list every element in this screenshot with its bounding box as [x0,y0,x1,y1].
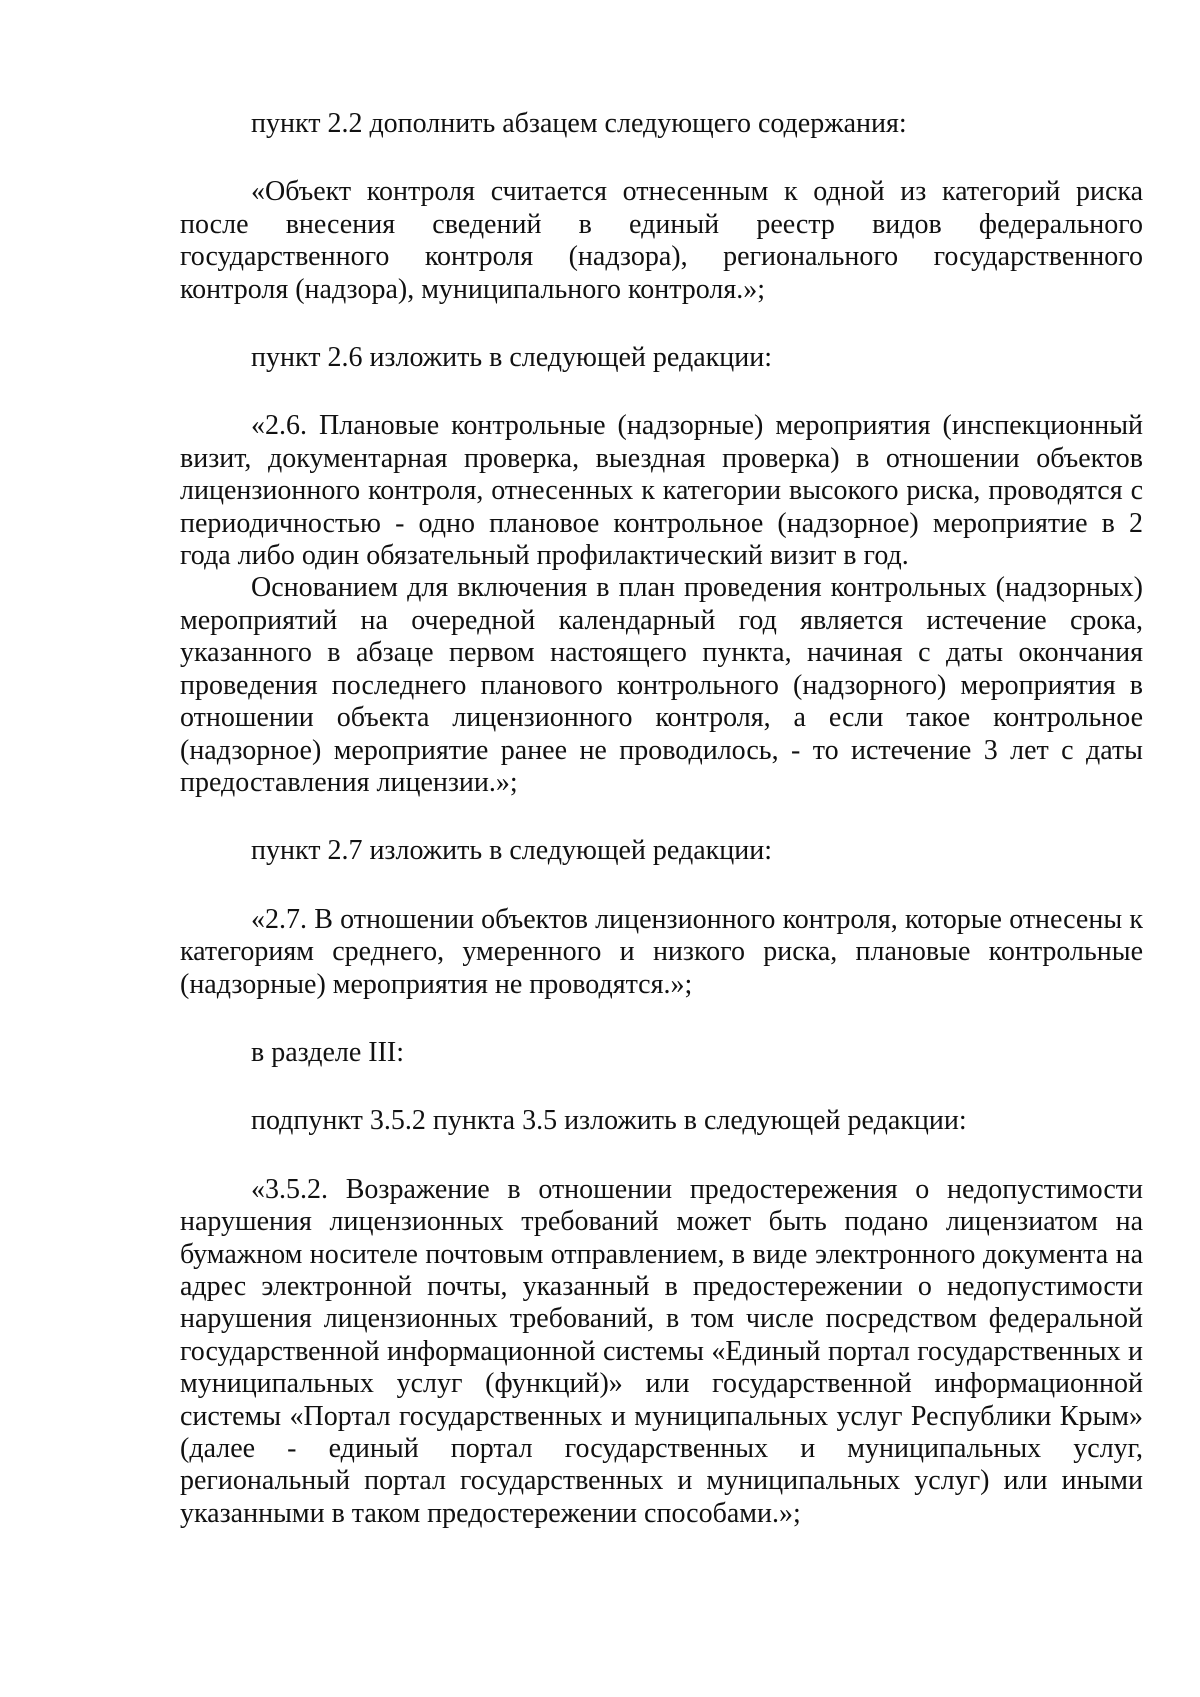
instruction-paragraph: пункт 2.6 изложить в следующей редакции: [251,342,772,374]
quoted-paragraph: «2.7. В отношении объектов лицензионного контроля, которые отнесены к категориям среднего, умеренного и низкого риска, плановые контрольные (надзорные) мероприятия не проводятся.»; [180,903,1143,1000]
document-page [180,108,1143,1530]
section-heading: в разделе III: [251,1036,405,1068]
instruction-paragraph: пункт 2.7 изложить в следующей редакции: [251,835,772,867]
instruction-paragraph: подпункт 3.5.2 пункта 3.5 изложить в следующей редакции: [251,1105,967,1137]
quoted-paragraph: «2.6. Плановые контрольные (надзорные) мероприятия (инспекционный визит, документарная проверка, выездная проверка) в отношении объектов лицензионного контроля, отнесенных к категории высокого риска, проводятся с периодичностью - одно плановое контрольное (надзорное) мероприятие в 2 года либо один обязательный профилактический визит в год. [180,410,1143,572]
instruction-paragraph: пункт 2.2 дополнить абзацем следующего содержания: [251,108,907,139]
continuation-paragraph: Основанием для включения в план проведения контрольных (надзорных) мероприятий на очередной календарный год является истечение срока, указанного в абзаце первом настоящего пункта, начиная с даты окончания проведения последнего планового контрольного (надзорного) мероприятия в отношении объекта лицензионного контроля, а если такое контрольное (надзорное) мероприятие ранее не проводилось, - то истечение 3 лет с даты предоставления лицензии.»; [180,572,1143,798]
quoted-paragraph: «Объект контроля считается отнесенным к одной из категорий риска после внесения сведений в единый реестр видов федерального государственного контроля (надзора), регионального государственного контроля (надзора), муниципального контроля.»; [180,176,1143,305]
quoted-paragraph: «3.5.2. Возражение в отношении предостережения о недопустимости нарушения лицензионных требований может быть подано лицензиатом на бумажном носителе почтовым отправлением, в виде электронного документа на адрес электронной почты, указанный в предостережении о недопустимости нарушения лицензионных требований, в том числе посредством федеральной государственной информационной системы «Единый портал государственных и муниципальных услуг (функций)» или государственной информационной системы «Портал государственных и муниципальных услуг Республики Крым» (далее - единый портал государственных и муниципальных услуг, региональный портал государственных и муниципальных услуг) или иными указанными в таком предостережении способами.»; [180,1173,1143,1529]
